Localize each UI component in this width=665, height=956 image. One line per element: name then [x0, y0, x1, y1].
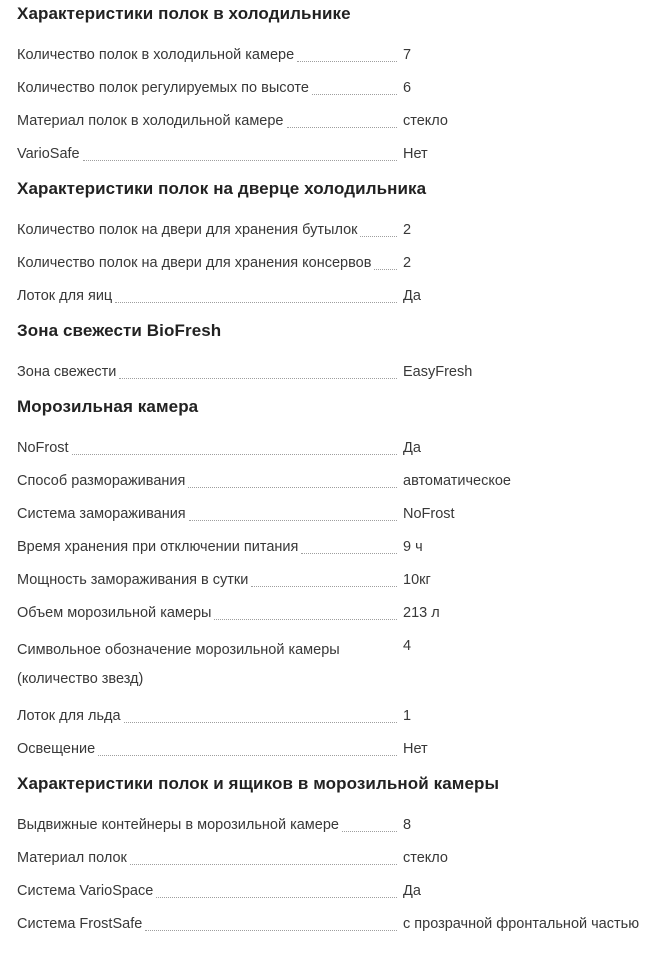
spec-value: Да: [403, 883, 421, 899]
spec-row-left: [17, 881, 403, 902]
spec-label: Система FrostSafe: [17, 916, 143, 932]
spec-label: Объем морозильной камеры: [17, 605, 212, 621]
spec-row: [17, 45, 655, 66]
dotted-leader: [124, 722, 397, 723]
spec-value: 7: [403, 47, 412, 63]
dotted-leader: [312, 94, 397, 95]
spec-row: [17, 603, 655, 624]
spec-value: 2: [403, 255, 412, 271]
spec-value: 6: [403, 80, 412, 96]
dotted-leader: [342, 831, 397, 832]
spec-row-left: [17, 286, 403, 307]
spec-row: [17, 815, 655, 836]
spec-label: Материал полок: [17, 850, 127, 866]
spec-row-left: [17, 636, 403, 694]
spec-row: [17, 438, 655, 459]
dotted-leader: [115, 302, 397, 303]
spec-row-left: [17, 111, 403, 132]
spec-value: 10кг: [403, 572, 431, 588]
spec-row: [17, 706, 655, 727]
spec-row-left: [17, 78, 403, 99]
spec-value: Да: [403, 288, 421, 304]
spec-row-left: [17, 815, 403, 836]
spec-row: [17, 111, 655, 132]
spec-section: [17, 177, 655, 307]
dotted-leader: [374, 269, 397, 270]
spec-row: [17, 471, 655, 492]
section-title: Характеристики полок на дверце холодильника: [17, 179, 427, 198]
spec-row: [17, 220, 655, 241]
dotted-leader: [83, 160, 397, 161]
spec-label: Количество полок на двери для хранения консервов: [17, 255, 372, 271]
spec-label: Система замораживания: [17, 506, 186, 522]
spec-label: Время хранения при отключении питания: [17, 539, 299, 555]
spec-row-left: [17, 739, 403, 760]
spec-value: Нет: [403, 146, 428, 162]
dotted-leader: [297, 61, 397, 62]
spec-row-left: [17, 537, 403, 558]
spec-label: Выдвижные контейнеры в морозильной камере: [17, 817, 339, 833]
spec-value: стекло: [403, 850, 448, 866]
spec-row: [17, 848, 655, 869]
spec-row-left: [17, 220, 403, 241]
dotted-leader: [98, 755, 397, 756]
spec-value: 2: [403, 222, 412, 238]
section-title: Зона свежести BioFresh: [17, 321, 222, 340]
spec-section-list: [17, 2, 655, 935]
spec-label: Освещение: [17, 741, 96, 757]
spec-value: NoFrost: [403, 506, 455, 522]
spec-label: Мощность замораживания в сутки: [17, 572, 249, 588]
spec-value: Нет: [403, 741, 428, 757]
spec-section: [17, 319, 655, 383]
spec-row-left: [17, 504, 403, 525]
spec-value: 4: [403, 638, 412, 654]
dotted-leader: [188, 487, 397, 488]
spec-row: [17, 362, 655, 383]
spec-label: Зона свежести: [17, 364, 117, 380]
spec-label: Количество полок регулируемых по высоте: [17, 80, 309, 96]
spec-row-left: [17, 570, 403, 591]
section-title: Характеристики полок в холодильнике: [17, 4, 351, 23]
spec-row: [17, 537, 655, 558]
spec-value: EasyFresh: [403, 364, 473, 380]
dotted-leader: [119, 378, 397, 379]
dotted-leader: [72, 454, 397, 455]
dotted-leader: [301, 553, 397, 554]
spec-label: Система VarioSpace: [17, 883, 154, 899]
spec-label: NoFrost: [17, 440, 69, 456]
spec-row-left: [17, 438, 403, 459]
spec-value: Да: [403, 440, 421, 456]
spec-row-left: [17, 848, 403, 869]
dotted-leader: [251, 586, 397, 587]
dotted-leader: [145, 930, 397, 931]
spec-value: 213 л: [403, 605, 440, 621]
dotted-leader: [287, 127, 397, 128]
dotted-leader: [189, 520, 397, 521]
spec-row-left: [17, 144, 403, 165]
spec-value: 9 ч: [403, 539, 423, 555]
spec-label: Символьное обозначение морозильной камеры (количество звезд): [17, 642, 340, 687]
spec-label: Лоток для яиц: [17, 288, 113, 304]
spec-label: Количество полок в холодильной камере: [17, 47, 295, 63]
spec-row: [17, 144, 655, 165]
dotted-leader: [156, 897, 397, 898]
spec-section: [17, 395, 655, 760]
spec-row-left: [17, 914, 403, 935]
spec-section: [17, 772, 655, 935]
spec-row-left: [17, 603, 403, 624]
dotted-leader: [214, 619, 397, 620]
spec-row: [17, 914, 655, 935]
spec-row: [17, 636, 655, 694]
spec-row-left: [17, 45, 403, 66]
spec-value: стекло: [403, 113, 448, 129]
spec-section: [17, 2, 655, 165]
spec-row-left: [17, 471, 403, 492]
spec-row: [17, 570, 655, 591]
spec-label: Материал полок в холодильной камере: [17, 113, 284, 129]
spec-row: [17, 881, 655, 902]
spec-row: [17, 253, 655, 274]
dotted-leader: [130, 864, 397, 865]
spec-row-left: [17, 706, 403, 727]
spec-value: 1: [403, 708, 412, 724]
spec-row: [17, 504, 655, 525]
spec-value: с прозрачной фронтальной частью: [403, 916, 640, 932]
spec-row-left: [17, 362, 403, 383]
spec-label: Лоток для льда: [17, 708, 121, 724]
spec-label: Количество полок на двери для хранения бутылок: [17, 222, 358, 238]
dotted-leader: [360, 236, 397, 237]
spec-row-left: [17, 253, 403, 274]
section-title: Характеристики полок и ящиков в морозильной камеры: [17, 774, 500, 793]
spec-row: [17, 739, 655, 760]
spec-value: автоматическое: [403, 473, 511, 489]
spec-value: 8: [403, 817, 412, 833]
spec-row: [17, 286, 655, 307]
spec-label: Способ размораживания: [17, 473, 186, 489]
spec-row: [17, 78, 655, 99]
spec-label: VarioSafe: [17, 146, 80, 162]
section-title: Морозильная камера: [17, 397, 199, 416]
